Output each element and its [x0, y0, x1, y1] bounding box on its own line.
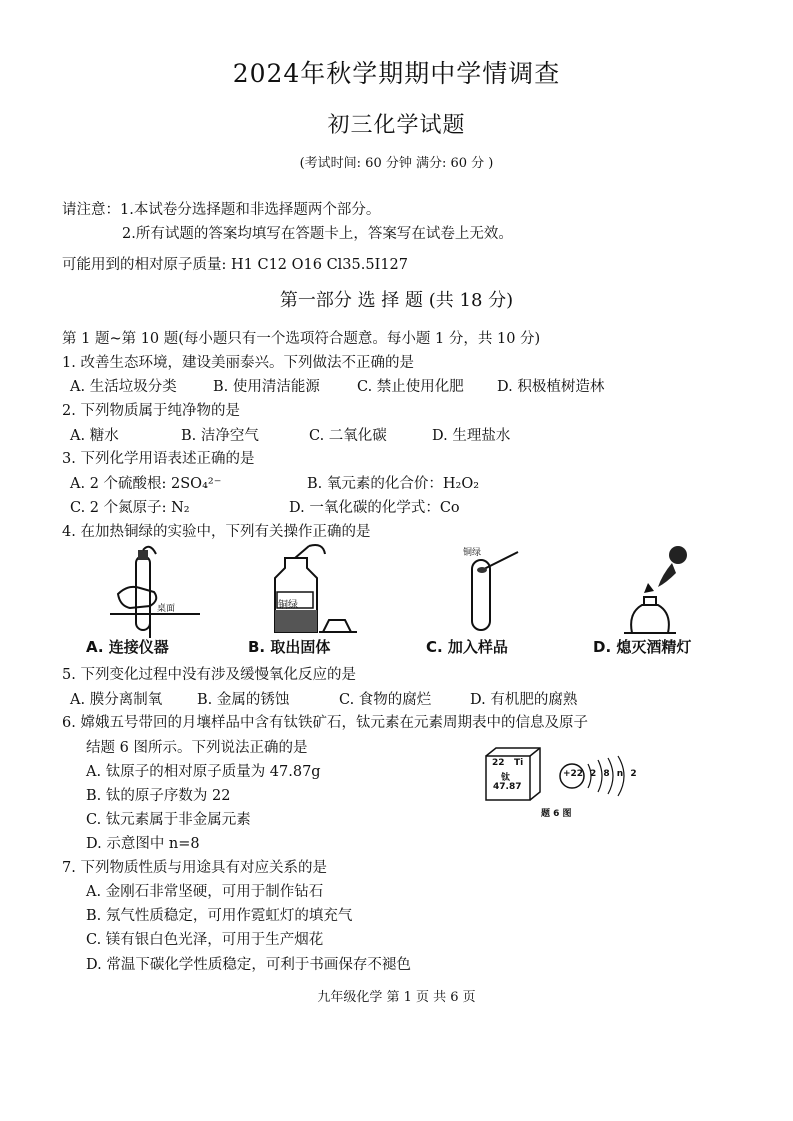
q6-option-a: A. 钛原子的相对原子质量为 47.87g [86, 764, 321, 780]
exam-subtitle: 初三化学试题 [327, 113, 466, 138]
section-instruction: 第 1 题~第 10 题(每小题只有一个选项符合题意。每小题 1 分，共 10 分) [62, 331, 541, 347]
q2-option-d: D. 生理盐水 [432, 428, 511, 444]
q1-stem: 1. 改善生态环境，建设美丽泰兴。下列做法不正确的是 [62, 355, 414, 371]
q3-option-a: A. 2 个硫酸根: 2SO₄²⁻ [70, 476, 222, 492]
notice-line-1: 请注意：1.本试卷分选择题和非选择题两个部分。 [62, 202, 381, 218]
q1-option-c: C. 禁止使用化肥 [357, 379, 464, 395]
q5-option-b: B. 金属的锈蚀 [197, 692, 290, 708]
q4-caption-a: A. 连接仪器 [86, 638, 169, 656]
section-heading: 第一部分 选 择 题 (共 18 分) [279, 290, 514, 311]
q6-option-c: C. 钛元素属于非金属元素 [86, 812, 251, 828]
q4-figure-c-label: 铜绿 [463, 548, 482, 558]
q7-option-d: D. 常温下碳化学性质稳定，可利于书画保存不褪色 [86, 957, 411, 973]
q7-stem: 7. 下列物质性质与用途具有对应关系的是 [62, 860, 327, 876]
q1-option-d: D. 积极植树造林 [497, 379, 605, 395]
q6-atomic-number: 22 [492, 758, 505, 768]
q4-figure-b [265, 548, 365, 638]
q4-caption-b: B. 取出固体 [248, 638, 331, 656]
q2-stem: 2. 下列物质属于纯净物的是 [62, 403, 240, 419]
q7-option-c: C. 镁有银白色光泽，可用于生产烟花 [86, 932, 324, 948]
q3-option-c: C. 2 个氮原子: N₂ [70, 500, 190, 516]
q5-option-d: D. 有机肥的腐熟 [470, 692, 578, 708]
q7-option-b: B. 氖气性质稳定，可用作霓虹灯的填充气 [86, 908, 353, 924]
q4-figure-a [110, 548, 200, 638]
q5-stem: 5. 下列变化过程中没有涉及缓慢氧化反应的是 [62, 667, 356, 683]
q4-caption-c: C. 加入样品 [426, 638, 508, 656]
q1-option-b: B. 使用清洁能源 [213, 379, 320, 395]
q4-caption-d: D. 熄灭酒精灯 [593, 638, 692, 656]
atomic-masses: 可能用到的相对原子质量: H1 C12 O16 Cl35.5I127 [62, 257, 408, 273]
q6-nucleus-charge: +22 [563, 769, 584, 779]
q6-figure-caption: 题 6 图 [541, 809, 572, 819]
q3-option-d: D. 一氧化碳的化学式：Co [289, 500, 460, 516]
q7-option-a: A. 金刚石非常坚硬，可用于制作钻石 [86, 884, 324, 900]
q5-option-a: A. 膜分离制氧 [70, 692, 163, 708]
q2-option-c: C. 二氧化碳 [309, 428, 387, 444]
q6-element-cell [482, 746, 542, 802]
q3-stem: 3. 下列化学用语表述正确的是 [62, 451, 255, 467]
q4-figure-d [618, 543, 698, 638]
q2-option-b: B. 洁净空气 [181, 428, 259, 444]
q3-option-b: B. 氧元素的化合价：H₂O₂ [307, 476, 480, 492]
q6-element-symbol: Ti [514, 758, 524, 768]
q4-figure-a-label: 桌面 [157, 604, 176, 614]
exam-title: 2024年秋学期期中学情调查 [232, 59, 561, 88]
q5-option-c: C. 食物的腐烂 [339, 692, 432, 708]
q1-option-a: A. 生活垃圾分类 [70, 379, 177, 395]
q6-option-d: D. 示意图中 n=8 [86, 836, 200, 852]
exam-info: (考试时间: 60 分钟 满分: 60 分 ) [299, 156, 494, 171]
q6-atomic-mass: 47.87 [493, 782, 522, 792]
q6-element-name: 钛 [501, 773, 511, 783]
q2-option-a: A. 糖水 [70, 428, 119, 444]
q6-stem-line-1: 6. 嫦娥五号带回的月壤样品中含有钛铁矿石，钛元素在元素周期表中的信息及原子 [62, 715, 588, 731]
q4-figure-c [460, 548, 530, 638]
q6-shell-electrons: 2 8 n 2 [590, 769, 639, 779]
notice-line-2: 2.所有试题的答案均填写在答题卡上，答案写在试卷上无效。 [122, 226, 513, 242]
q6-option-b: B. 钛的原子序数为 22 [86, 788, 231, 804]
q6-stem-line-2: 结题 6 图所示。下列说法正确的是 [86, 740, 308, 756]
q4-stem: 4. 在加热铜绿的实验中，下列有关操作正确的是 [62, 524, 371, 540]
q4-figure-b-label: 铜绿 [278, 600, 298, 611]
page-footer: 九年级化学 第 1 页 共 6 页 [317, 990, 476, 1005]
